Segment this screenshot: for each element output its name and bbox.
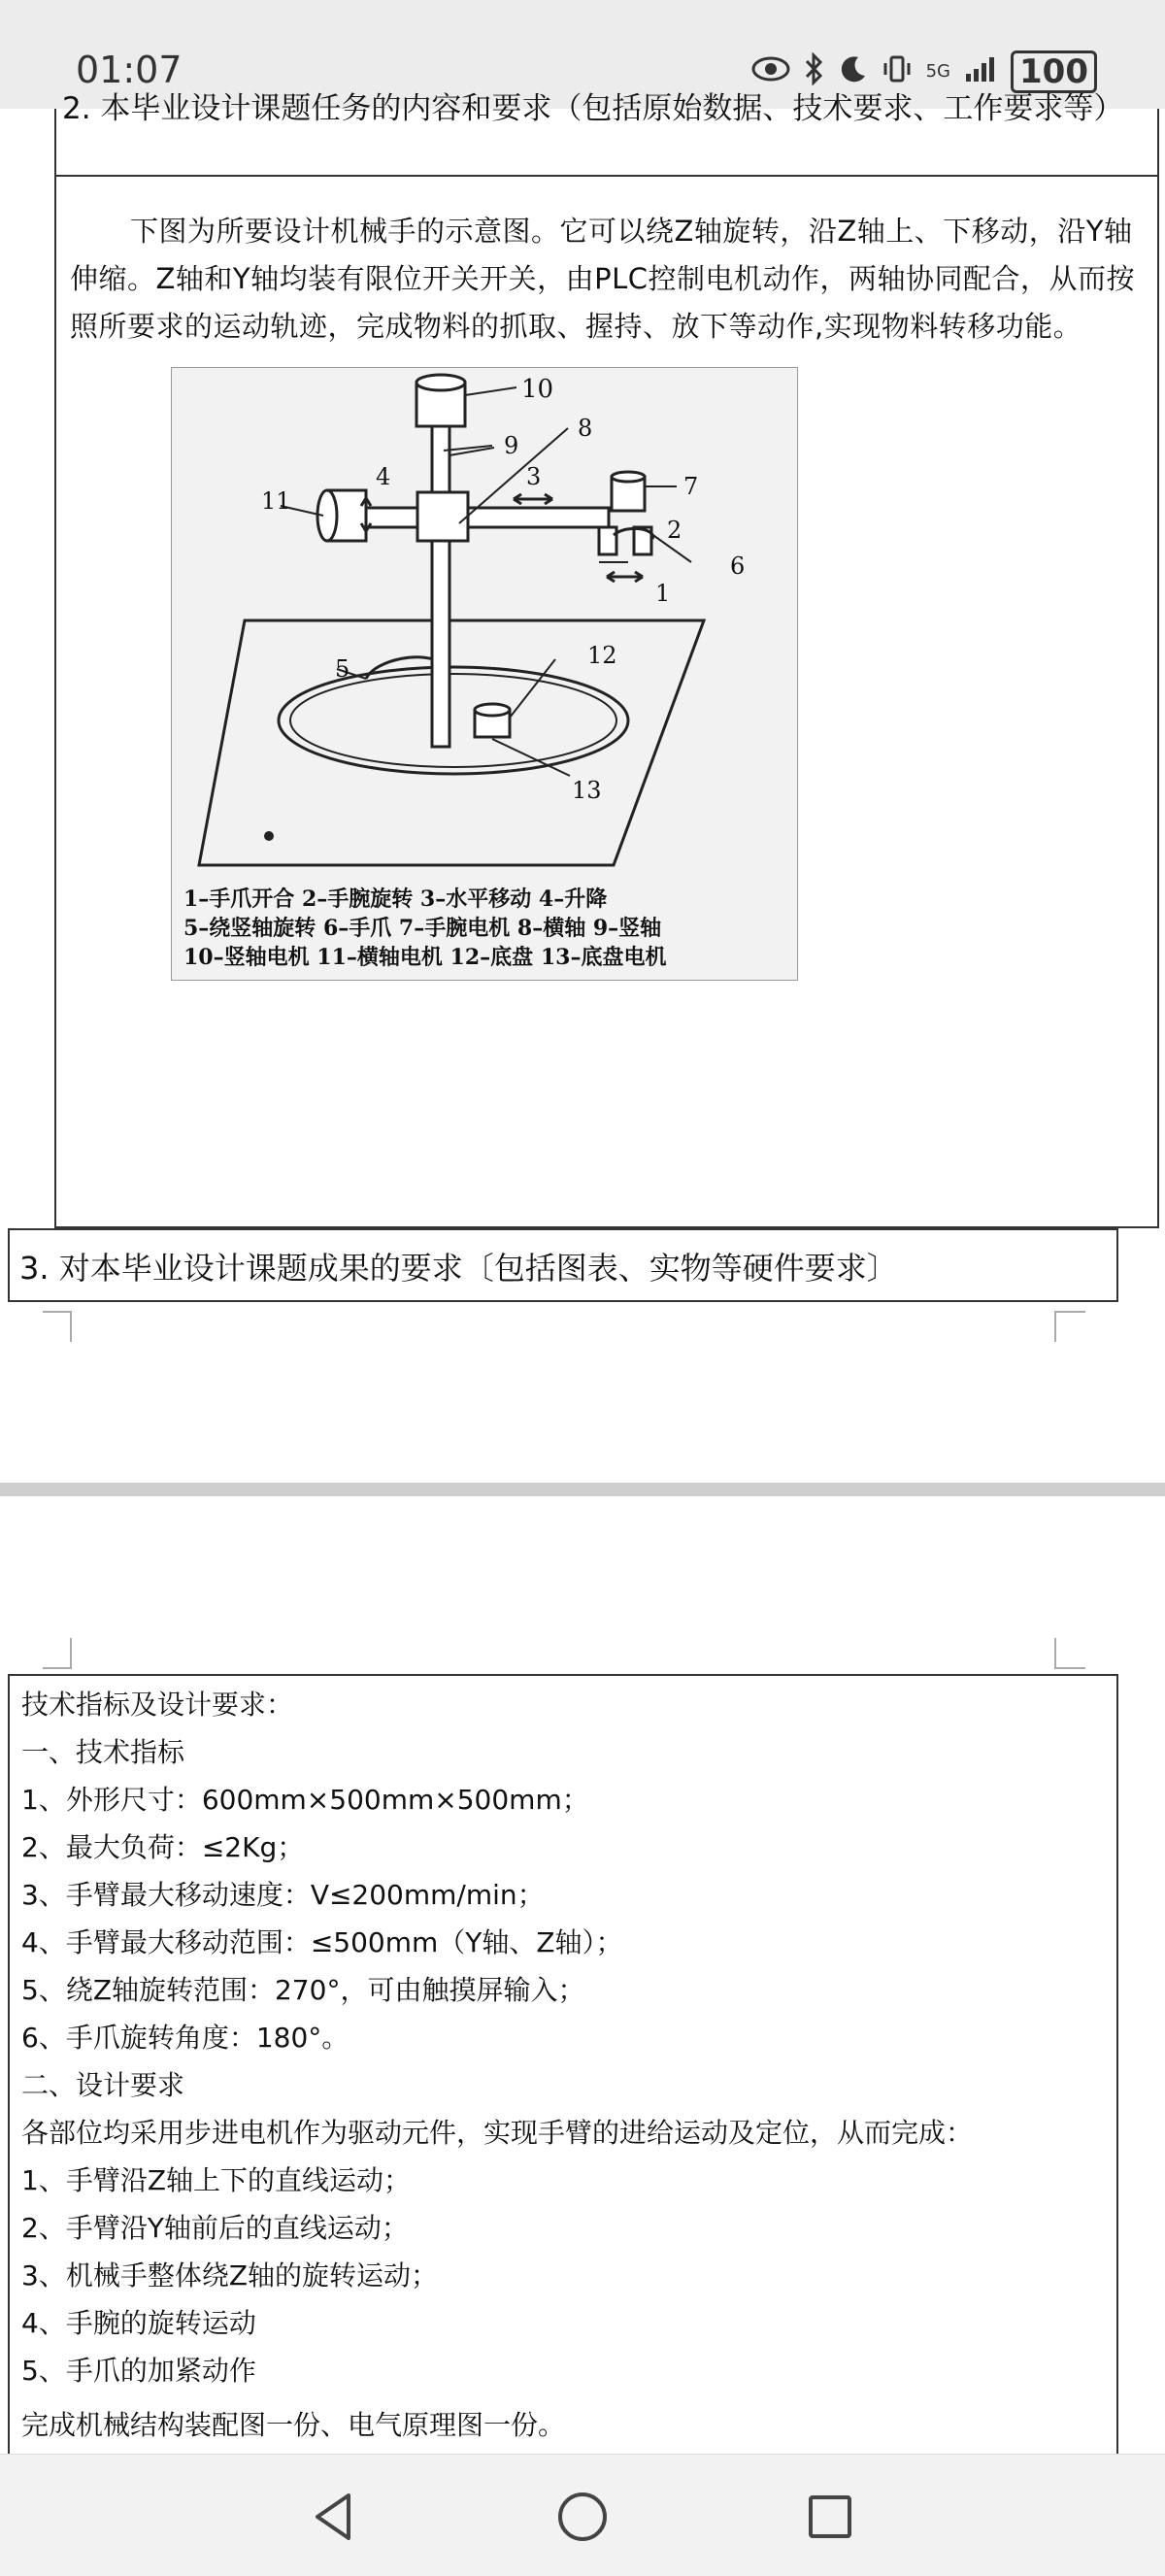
section2-paragraph: 下图为所要设计机械手的示意图。它可以绕Z轴旋转，沿Z轴上、下移动，沿Y轴伸缩。Z轴和Y轴均装有限位开关开关，由PLC控制电机动作，两轴协同配合，从而按照所要求的运动轨迹，完成物料的抓取、握持、放下等动作,实现物料转移功能。 xyxy=(70,215,1135,343)
requirement-line: 各部位均采用步进电机作为驱动元件，实现手臂的进给运动及定位，从而完成： xyxy=(21,2117,974,2149)
figure-number: 3 xyxy=(526,463,542,490)
vertical-column xyxy=(432,426,449,747)
section3-heading: 3. 对本毕业设计课题成果的要求〔包括图表、实物等硬件要求〕 xyxy=(19,1250,898,1287)
figure-legend-line: 5–绕竖轴旋转 6–手爪 7–手腕电机 8–横轴 9–竖轴 xyxy=(183,916,662,941)
figure-number: 8 xyxy=(578,415,593,442)
figure-number: 5 xyxy=(335,655,350,683)
figure-number: 13 xyxy=(572,777,602,804)
requirement-line: 3、机械手整体绕Z轴的旋转运动； xyxy=(21,2259,438,2292)
page-corner-mark xyxy=(43,1311,72,1342)
requirement-line: 2、手臂沿Y轴前后的直线运动； xyxy=(21,2212,409,2244)
slide-block xyxy=(417,492,468,541)
document-page-2 xyxy=(0,1496,1165,2454)
moon-icon xyxy=(839,54,868,89)
document-page-1 xyxy=(0,91,1165,1497)
section3-box xyxy=(8,1228,1118,1302)
requirement-line: 4、手臂最大移动范围：≤500mm（Y轴、Z轴）； xyxy=(21,1926,623,1958)
requirements-text xyxy=(21,1681,973,2449)
page-corner-mark xyxy=(43,1638,72,1669)
figure-legend-line: 10–竖轴电机 11–横轴电机 12–底盘 13–底盘电机 xyxy=(183,945,667,970)
home-icon[interactable] xyxy=(553,2488,612,2546)
figure-legend-line: 1–手爪开合 2–手腕旋转 3–水平移动 4–升降 xyxy=(183,887,608,912)
gripper-left xyxy=(599,527,616,554)
figure-number: 4 xyxy=(376,463,391,490)
figure-number: 10 xyxy=(521,375,554,404)
battery-icon: 100 xyxy=(1011,50,1097,93)
figure-number: 11 xyxy=(261,487,291,515)
requirement-line: 一、技术指标 xyxy=(21,1736,185,1768)
requirement-line: 2、最大负荷：≤2Kg； xyxy=(21,1831,305,1863)
back-icon[interactable] xyxy=(306,2488,364,2546)
manipulator-diagram xyxy=(171,367,798,981)
page-separator xyxy=(0,1483,1165,1496)
rotation-ellipse xyxy=(279,667,628,774)
requirement-line: 3、手臂最大移动速度：V≤200mm/min； xyxy=(21,1879,545,1911)
figure-number: 7 xyxy=(683,473,699,500)
figure-number: 12 xyxy=(587,642,617,669)
status-time: 01:07 xyxy=(76,49,183,91)
figure-number: 1 xyxy=(655,580,671,607)
page-corner-mark xyxy=(1054,1311,1085,1342)
section2-heading: 2. 本毕业设计课题任务的内容和要求（包括原始数据、技术要求、工作要求等） xyxy=(62,91,1124,126)
requirement-line: 4、手腕的旋转运动 xyxy=(21,2307,256,2339)
requirement-line: 技术指标及设计要求： xyxy=(21,1689,294,1721)
signal-5g-icon: 5G xyxy=(925,61,951,82)
recents-icon[interactable] xyxy=(801,2488,859,2546)
eye-icon xyxy=(751,55,790,88)
requirement-line: 5、手爪的加紧动作 xyxy=(21,2355,256,2387)
page-corner-mark xyxy=(1054,1638,1085,1669)
requirement-line: 1、手臂沿Z轴上下的直线运动； xyxy=(21,2164,411,2196)
figure-number: 2 xyxy=(667,517,682,544)
requirement-line: 6、手爪旋转角度：180°。 xyxy=(21,2022,350,2054)
horizontal-arm xyxy=(366,508,609,527)
figure-number: 9 xyxy=(504,432,519,459)
figure-number: 6 xyxy=(730,552,746,580)
deliverables-line: 完成机械结构装配图一份、电气原理图一份。 xyxy=(21,2409,566,2441)
requirement-line: 1、外形尺寸：600mm×500mm×500mm； xyxy=(21,1784,589,1816)
base-plate xyxy=(199,620,704,865)
navigation-bar xyxy=(0,2454,1165,2576)
requirement-line: 二、设计要求 xyxy=(21,2069,185,2101)
signal-bars-icon xyxy=(964,54,997,89)
requirement-line: 5、绕Z轴旋转范围：270°，可由触摸屏输入； xyxy=(21,1974,585,2006)
